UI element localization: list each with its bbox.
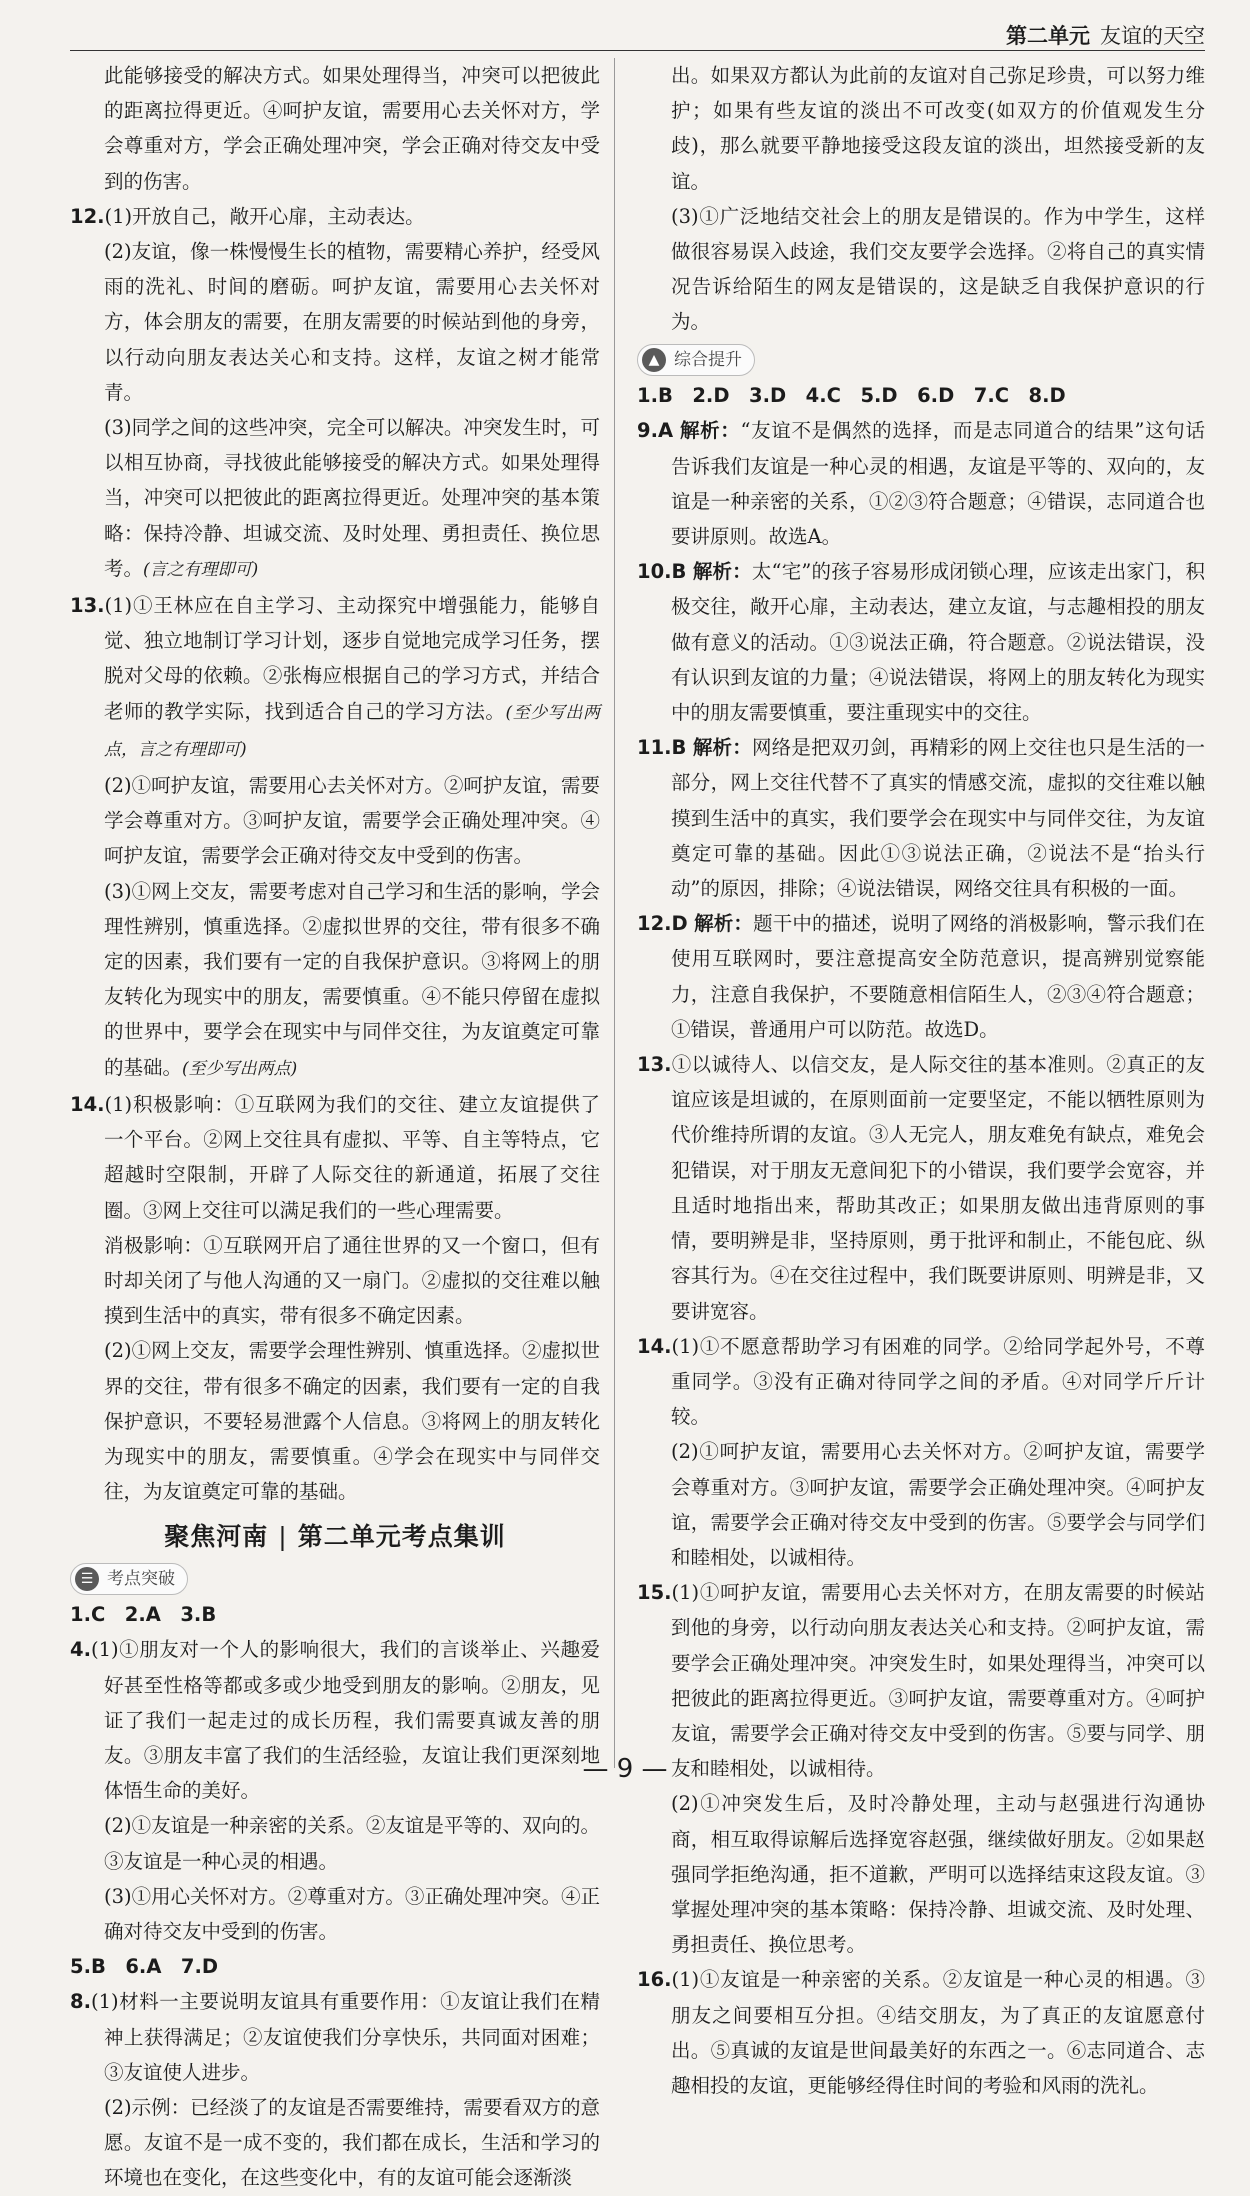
list-icon: ☰ [75,1567,99,1591]
answer-text: 出。如果双方都认为此前的友谊对自己弥足珍贵，可以努力维护；如果有些友谊的淡出不可改变(如双方的价值观发生分歧)，那么就要平静地接受这段友谊的淡出，坦然接受新的友谊。 [671,64,1205,193]
answer-text: (2)示例：已经淡了的友谊是否需要维持，需要看双方的意愿。友谊不是一成不变的，我们都在成长，生活和学习的环境也在变化，在这些变化中，有的友谊可能会逐渐淡 [104,2095,600,2190]
question-number: 12. [70,204,105,228]
badge-label: 考点突破 [107,1568,175,1589]
question-number: 9.A [637,419,674,443]
answer-text: ①以诚待人、以信交友，是人际交往的基本准则。②真正的友谊应该是坦诚的，在原则面前一定要坚定，不能以牺牲原则为代价维持所谓的友谊。③人无完人，朋友难免有缺点，难免会犯错误，对于朋友无意间犯下的小错误，我们要学会宽容，并且适时地指出来，帮助其改正；如果朋友做出违背原则的事情，要明辨是非，坚持原则，勇于批评和制止，不能包庇、纵容其行为。④在交往过程中，我们既要讲原则、明辨是非，又要讲宽容。 [671,1053,1205,1323]
question-16 [637,1962,1205,2103]
question-number: 15. [637,1581,672,1605]
answer-text: (2)①呵护友谊，需要用心去关怀对方。②呵护友谊，需要学会尊重对方。③呵护友谊，需要学会正确处理冲突。④呵护友谊，需要学会正确对待交友中受到的伤害。⑤要学会与同学们和睦相处，以诚相待。 [671,1440,1205,1569]
question-number: 14. [637,1334,672,1358]
analysis-label: 解析： [679,419,741,443]
question-14 [637,1329,1205,1435]
question-12 [70,199,600,234]
choice-answers: 1.C 2.A 3.B [70,1603,217,1627]
answer-text: 网络是把双刃剑，再精彩的网上交往也只是生活的一部分，网上交往代替不了真实的情感交流，虚拟的交往难以触摸到生活中的真实，我们要学会在现实中与同伴交往，为友谊奠定可靠的基础。因此①③说法正确，②说法不是“抬头行动”的原因，排除；④说法错误，网络交往具有积极的一面。 [671,736,1205,901]
unit-label: 第二单元 [1006,24,1090,48]
answer-note: (至少写出两点) [182,1058,298,1079]
answer-text: (1)①友谊是一种亲密的关系。②友谊是一种心灵的相遇。③朋友之间要相互分担。④结交朋友，为了真正的友谊愿意付出。⑤真诚的友谊是世间最美好的东西之一。⑥志同道合、志趣相投的友谊，更能够经得住时间的考验和风雨的洗礼。 [671,1968,1205,2097]
question-number: 10.B [637,560,687,584]
answer-text: (2)①网上交友，需要学会理性辨别、慎重选择。②虚拟世界的交往，带有很多不确定的因素，我们要有一定的自我保护意识，不要轻易泄露个人信息。③将网上的朋友转化为现实中的朋友，需要慎重。④学会在现实中与同伴交往，为友谊奠定可靠的基础。 [104,1339,600,1504]
answer-text: (1)①不愿意帮助学习有困难的同学。②给同学起外号，不尊重同学。③没有正确对待同学之间的矛盾。④对同学斤斤计较。 [671,1334,1205,1429]
question-number: 4. [70,1638,91,1662]
question-14 [70,1087,600,1228]
badge-label: 综合提升 [674,349,742,370]
page-number: — 9 — [582,1754,668,1784]
question-number: 16. [637,1968,672,1992]
analysis-label: 解析： [694,912,754,936]
answer-text: (1)开放自己，敞开心扉，主动表达。 [104,204,425,228]
answer-text: (1)积极影响：①互联网为我们的交往、建立友谊提供了一个平台。②网上交往具有虚拟、平等、自主等特点，它超越时空限制，开辟了人际交往的新通道，拓展了交往圈。③网上交往可以满足我们的一些心理需要。 [104,1092,600,1222]
section-badge [70,1563,188,1595]
right-column [637,58,1205,2103]
analysis-label: 解析： [692,560,752,584]
question-13 [637,1047,1205,1329]
question-9 [637,413,1205,554]
question-number: 13. [637,1053,672,1077]
answer-text: (2)①友谊是一种亲密的关系。②友谊是平等的、双向的。③友谊是一种心灵的相遇。 [104,1814,600,1873]
answer-text: 此能够接受的解决方式。如果处理得当，冲突可以把彼此的距离拉得更近。④呵护友谊，需要用心去关怀对方，学会尊重对方，学会正确处理冲突，学会正确对待交友中受到的伤害。 [104,64,600,193]
question-10 [637,554,1205,730]
answer-text: (3)①广泛地结交社会上的朋友是错误的。作为中学生，这样做很容易误入歧途，我们交友要学会选择。②将自己的真实情况告诉给陌生的网友是错误的，这是缺乏自我保护意识的行为。 [671,204,1205,334]
answer-paragraph [70,874,600,1087]
answer-text: (1)材料一主要说明友谊具有重要作用：①友谊让我们在精神上获得满足；②友谊使我们分享快乐，共同面对困难；③友谊使人进步。 [90,1990,600,2084]
question-number: 14. [70,1092,105,1116]
hat-icon: ▲ [642,348,666,372]
answer-text: (2)①呵护友谊，需要用心去关怀对方。②呵护友谊，需要学会尊重对方。③呵护友谊，需要学会正确处理冲突。④呵护友谊，需要学会正确对待交友中受到的伤害。 [104,774,600,868]
answer-note: (至少写出两点，言之有理即可) [104,702,600,760]
answer-text: (2)友谊，像一株慢慢生长的植物，需要精心养护，经受风雨的洗礼、时间的磨砺。呵护友谊，需要用心去关怀对方，体会朋友的需要，在朋友需要的时候站到他的身旁，以行动向朋友表达关心和支持。这样，友谊之树才能常青。 [104,240,600,404]
question-8 [70,1984,600,2090]
answer-note: (言之有理即可) [143,559,259,580]
section-title [70,1519,600,1554]
answer-text: 题干中的描述，说明了网络的消极影响，警示我们在使用互联网时，要注意提高安全防范意识，提高辨别觉察能力，注意自我保护，不要随意相信陌生人，②③④符合题意；①错误，普通用户可以防范。故选D。 [671,912,1205,1041]
choice-answers: 5.B 6.A 7.D [70,1955,219,1979]
section-separator: | [278,1522,288,1552]
answer-text: “友谊不是偶然的选择，而是志同道合的结果”这句话告诉我们友谊是一种心灵的相遇，友谊是平等的、双向的，友谊是一种亲密的关系，①②③符合题意；④错误，志同道合也要讲原则。故选A。 [671,419,1205,549]
column-divider [614,58,615,1768]
analysis-label: 解析： [692,736,752,760]
answer-text: (1)①呵护友谊，需要用心去关怀对方，在朋友需要的时候站到他的身旁，以行动向朋友表达关心和支持。②呵护友谊，需要学会正确处理冲突。冲突发生时，如果处理得当，冲突可以把彼此的距离拉得更近。③呵护友谊，需要尊重对方。④呵护友谊，需要学会正确对待交友中受到的伤害。⑤要与同学、朋友和睦相处，以诚相待。 [671,1581,1205,1781]
answer-text: (2)①冲突发生后，及时冷静处理，主动与赵强进行沟通协商，相互取得谅解后选择宽容赵强，继续做好朋友。②如果赵强同学拒绝沟通，拒不道歉，严明可以选择结束这段友谊。③掌握处理冲突的基本策略：保持冷静、坦诚交流、及时处理、勇担责任、换位思考。 [671,1792,1205,1957]
section-badge [637,344,755,376]
choice-answers: 1.B 2.D 3.D 4.C 5.D 6.D 7.C 8.D [637,384,1066,408]
answer-text: (3)①网上交友，需要考虑对自己学习和生活的影响，学会理性辨别，慎重选择。②虚拟世界的交往，带有很多不确定的因素，我们要有一定的自我保护意识。③将网上的朋友转化为现实中的朋友，需要慎重。④不能只停留在虚拟的世界中，要学会在现实中与同伴交往，为友谊奠定可靠的基础。 [104,879,600,1079]
left-column [70,58,600,2196]
unit-title: 友谊的天空 [1100,24,1205,48]
question-11 [637,730,1205,906]
answer-text: (1)①王林应在自主学习、主动探究中增强能力，能够自觉、独立地制订学习计划，逐步自觉地完成学习任务，摆脱对父母的依赖。②张梅应根据自己的学习方式，并结合老师的教学实际，找到适合自己的学习方法。 [104,594,600,723]
question-13 [70,588,600,768]
answer-text: (1)①朋友对一个人的影响很大，我们的言谈举止、兴趣爱好甚至性格等都或多或少地受到朋友的影响。②朋友，见证了我们一起走过的成长历程，我们需要真诚友善的朋友。③朋友丰富了我们的生活经验，友谊让我们更深刻地体悟生命的美好。 [90,1638,600,1803]
section-title-a: 聚焦河南 [164,1522,269,1552]
question-number: 12.D [637,912,688,936]
section-title-b: 第二单元考点集训 [297,1522,506,1552]
answer-text: (3)①用心关怀对方。②尊重对方。③正确处理冲突。④正确对待交友中受到的伤害。 [104,1884,600,1943]
header-rule [70,50,1205,51]
answer-text: 消极影响：①互联网开启了通往世界的又一个窗口，但有时却关闭了与他人沟通的又一扇门。②虚拟的交往难以触摸到生活中的真实，带有很多不确定因素。 [104,1233,600,1328]
answer-paragraph [70,410,600,588]
question-number: 13. [70,594,105,618]
page-header [1006,20,1205,50]
question-number: 11.B [637,736,687,760]
answer-text: (3)同学之间的这些冲突，完全可以解决。冲突发生时，可以相互协商，寻找彼此能够接受的解决方式。如果处理得当，冲突可以把彼此的距离拉得更近。处理冲突的基本策略：保持冷静、坦诚交流、及时处理、勇担责任、换位思考。 [104,416,600,580]
answer-text: 太“宅”的孩子容易形成闭锁心理，应该走出家门，积极交往，敞开心扉，主动表达，建立友谊，与志趣相投的朋友做有意义的活动。①③说法正确，符合题意。②说法错误，没有认识到友谊的力量；④说法错误，将网上的朋友转化为现实中的朋友需要慎重，要注重现实中的交往。 [671,560,1205,725]
question-12 [637,906,1205,1047]
question-number: 8. [70,1990,91,2014]
